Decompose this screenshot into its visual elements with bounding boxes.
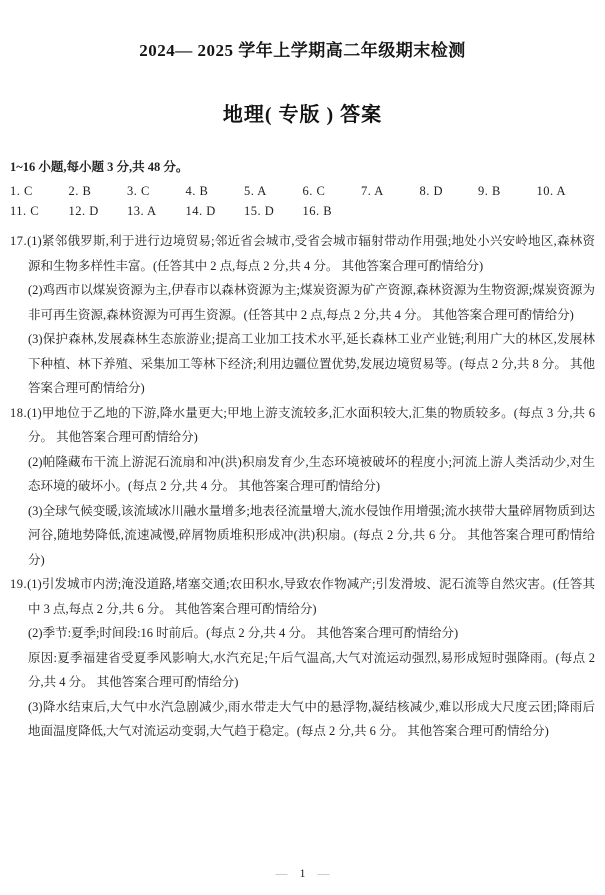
mcq-answer-11: 11. C [10,204,40,218]
mcq-answer-7: 7. A [361,184,384,198]
question-18-part-1-text: (1)甲地位于乙地的下游,降水量更大;甲地上游支流较多,汇水面积较大,汇集的物质较多。(每点 3 分,共 6 分。 其他答案合理可酌情给分) [27,405,595,444]
mcq-answer-5: 5. A [244,184,267,198]
question-19-part-1 [10,572,595,621]
mcq-answer-6: 6. C [302,184,326,198]
question-19-number: 19. [10,577,28,591]
exam-title: 2024— 2025 学年上学期高二年级期末检测 [139,41,466,60]
mcq-answer-14: 14. D [185,204,216,218]
question-17-number: 17. [10,234,28,248]
question-19-part-3: (3)降水结束后,大气中水汽急剧减少,雨水带走大气中的悬浮物,凝结核减少,难以形成大尺度云团;降雨后地面温度降低,大气对流运动变弱,大气趋于稳定。(每点 2 分,共 6 分。 其他答案合理可酌情给分) [28,699,595,738]
question-17-part-1-text: (1)紧邻俄罗斯,利于进行边境贸易;邻近省会城市,受省会城市辐射带动作用强;地处小兴安岭地区,森林资源和生物多样性丰富。(任答其中 2 点,每点 2 分,共 4 分。 其他答案合理可酌情给分) [27,234,595,273]
mcq-answer-16: 16. B [302,204,333,218]
question-19-block [10,572,595,744]
mcq-intro: 1~16 小题,每小题 3 分,共 48 分。 [10,160,189,174]
free-response-answers [10,229,595,744]
footer-right-dash: — [317,866,330,880]
question-19-part-1-text: (1)引发城市内涝;淹没道路,堵塞交通;农田积水,导致农作物减产;引发滑坡、泥石流等自然灾害。(任答其中 3 点,每点 2 分,共 6 分。 其他答案合理可酌情给分) [27,577,595,616]
question-17-part-3: (3)保护森林,发展森林生态旅游业;提高工业加工技术水平,延长森林工业产业链;利用广大的林区,发展林下种植、林下养殖、采集加工等林下经济;利用边疆位置优势,发展边境贸易等。(每点 2 分,共 8 分。 其他答案合理可酌情给分) [28,332,596,395]
mcq-answer-3: 3. C [127,184,150,198]
mcq-answer-10: 10. A [536,184,567,198]
question-18-part-3: (3)全球气候变暖,该流域冰川融水量增多;地表径流量增大,流水侵蚀作用增强;流水挟带大量碎屑物质到达河谷,随地势降低,流速减慢,碎屑物质堆积形成冲(洪)积扇。(每点 2 分,共 6 分。 其他答案合理可酌情给分) [28,503,595,567]
mcq-answer-9: 9. B [478,184,501,198]
mcq-answer-1: 1. C [10,184,33,198]
question-18-part-1 [10,401,595,450]
mcq-answer-8: 8. D [419,184,444,198]
footer-left-dash: — [275,866,288,880]
page-footer [0,866,605,881]
mcq-answer-4: 4. B [185,184,209,198]
question-17-block [10,229,596,401]
question-19-part-2-reason: 原因:夏季福建省受夏季风影响大,水汽充足;午后气温高,大气对流运动强烈,易形成短时强降雨。(每点 2 分,共 4 分。 其他答案合理可酌情给分) [28,650,595,689]
page-number: 1 [299,866,306,880]
mcq-answer-15: 15. D [244,204,275,218]
mcq-answer-grid [10,184,595,219]
question-18-number: 18. [10,405,28,420]
mcq-answer-13: 13. A [127,204,157,218]
exam-subtitle: 地理( 专版 ) 答案 [222,104,383,126]
question-19-part-2-answer: (2)季节:夏季;时间段:16 时前后。(每点 2 分,共 4 分。 其他答案合理可酌情给分) [28,626,459,640]
question-17-part-1 [10,229,595,278]
mcq-answer-12: 12. D [68,204,99,218]
question-18-block [10,401,595,573]
question-18-part-2: (2)帕隆藏布干流上游泥石流扇和冲(洪)积扇发育少,生态环境被破坏的程度小;河流上游人类活动少,对生态环境的破坏小。(每点 2 分,共 4 分。 其他答案合理可酌情给分) [28,454,595,493]
mcq-answer-2: 2. B [68,184,92,198]
question-17-part-2: (2)鸡西市以煤炭资源为主,伊春市以森林资源为主;煤炭资源为矿产资源,森林资源为生物资源;煤炭资源为非可再生资源,森林资源为可再生资源。(任答其中 2 点,每点 2 分,共 4 分。 其他答案合理可酌情给分) [28,283,595,322]
